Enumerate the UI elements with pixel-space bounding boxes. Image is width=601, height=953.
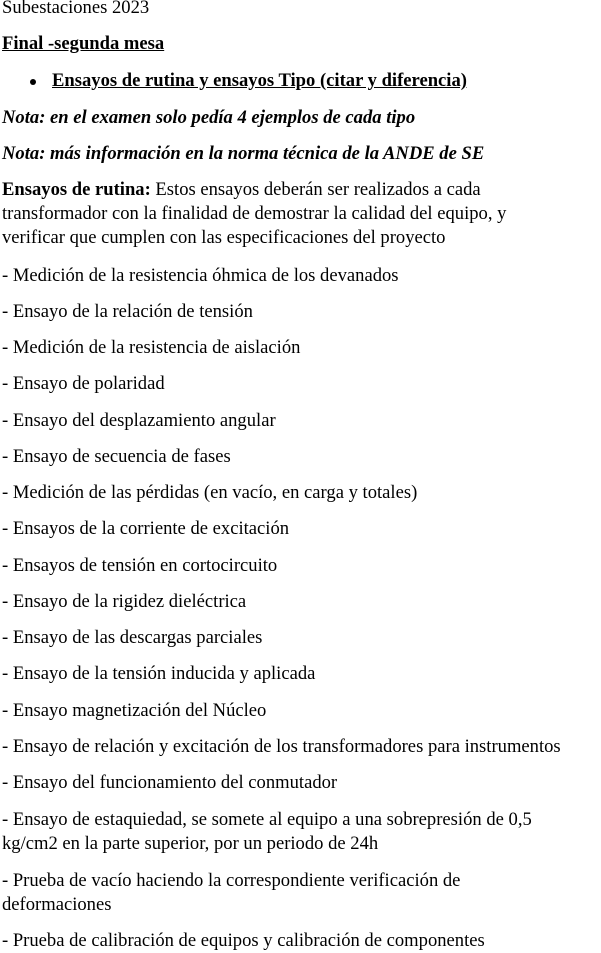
list-item: - Medición de la resistencia de aislación	[2, 337, 301, 358]
list-item: - Ensayo magnetización del Núcleo	[2, 700, 267, 721]
list-item: - Ensayo de secuencia de fases	[2, 446, 231, 467]
list-item: - Ensayo del funcionamiento del conmutador	[2, 772, 338, 793]
intro-paragraph	[2, 178, 598, 250]
list-item-multiline	[2, 869, 598, 917]
list-item-line-2: kg/cm2 en la parte superior, por un periodo de 24h	[2, 833, 379, 854]
bullet-dot-icon	[30, 79, 36, 85]
list-item-multiline	[2, 808, 598, 856]
list-item: - Ensayo de la relación de tensión	[2, 301, 253, 322]
section-heading: Final -segunda mesa	[2, 33, 165, 54]
list-item-line-1: - Ensayo de estaquiedad, se somete al equipo a una sobrepresión de 0,5	[2, 809, 532, 830]
list-item: - Ensayo del desplazamiento angular	[2, 410, 276, 431]
bullet-text: Ensayos de rutina y ensayos Tipo (citar y diferencia)	[52, 70, 467, 91]
list-item: - Ensayo de la tensión inducida y aplicada	[2, 663, 316, 684]
list-item-line-1: - Prueba de vacío haciendo la correspondiente verificación de	[2, 870, 461, 891]
list-item: - Ensayos de la corriente de excitación	[2, 518, 290, 539]
list-item: - Ensayo de relación y excitación de los transformadores para instrumentos	[2, 736, 561, 757]
list-item: - Ensayo de polaridad	[2, 373, 165, 394]
list-item-line-2: deformaciones	[2, 894, 112, 915]
list-item: - Ensayo de la rigidez dieléctrica	[2, 591, 247, 612]
list-item: - Ensayos de tensión en cortocircuito	[2, 555, 278, 576]
intro-line-1: Estos ensayos deberán ser realizados a cada	[150, 179, 481, 200]
intro-label: Ensayos de rutina:	[2, 179, 151, 200]
list-item: - Medición de las pérdidas (en vacío, en carga y totales)	[2, 482, 418, 503]
bullet-list-item	[0, 69, 601, 93]
intro-line-3: verificar que cumplen con las especificaciones del proyecto	[2, 227, 446, 248]
document-title: Subestaciones 2023	[2, 0, 150, 18]
note-norm: Nota: más información en la norma técnica de la ANDE de SE	[2, 143, 485, 164]
intro-line-2: transformador con la finalidad de demostrar la calidad del equipo, y	[2, 203, 507, 224]
list-item: - Medición de la resistencia óhmica de los devanados	[2, 265, 399, 286]
note-exam: Nota: en el examen solo pedía 4 ejemplos de cada tipo	[2, 107, 416, 128]
list-item: - Ensayo de las descargas parciales	[2, 627, 263, 648]
list-item: - Prueba de calibración de equipos y calibración de componentes	[2, 930, 485, 951]
